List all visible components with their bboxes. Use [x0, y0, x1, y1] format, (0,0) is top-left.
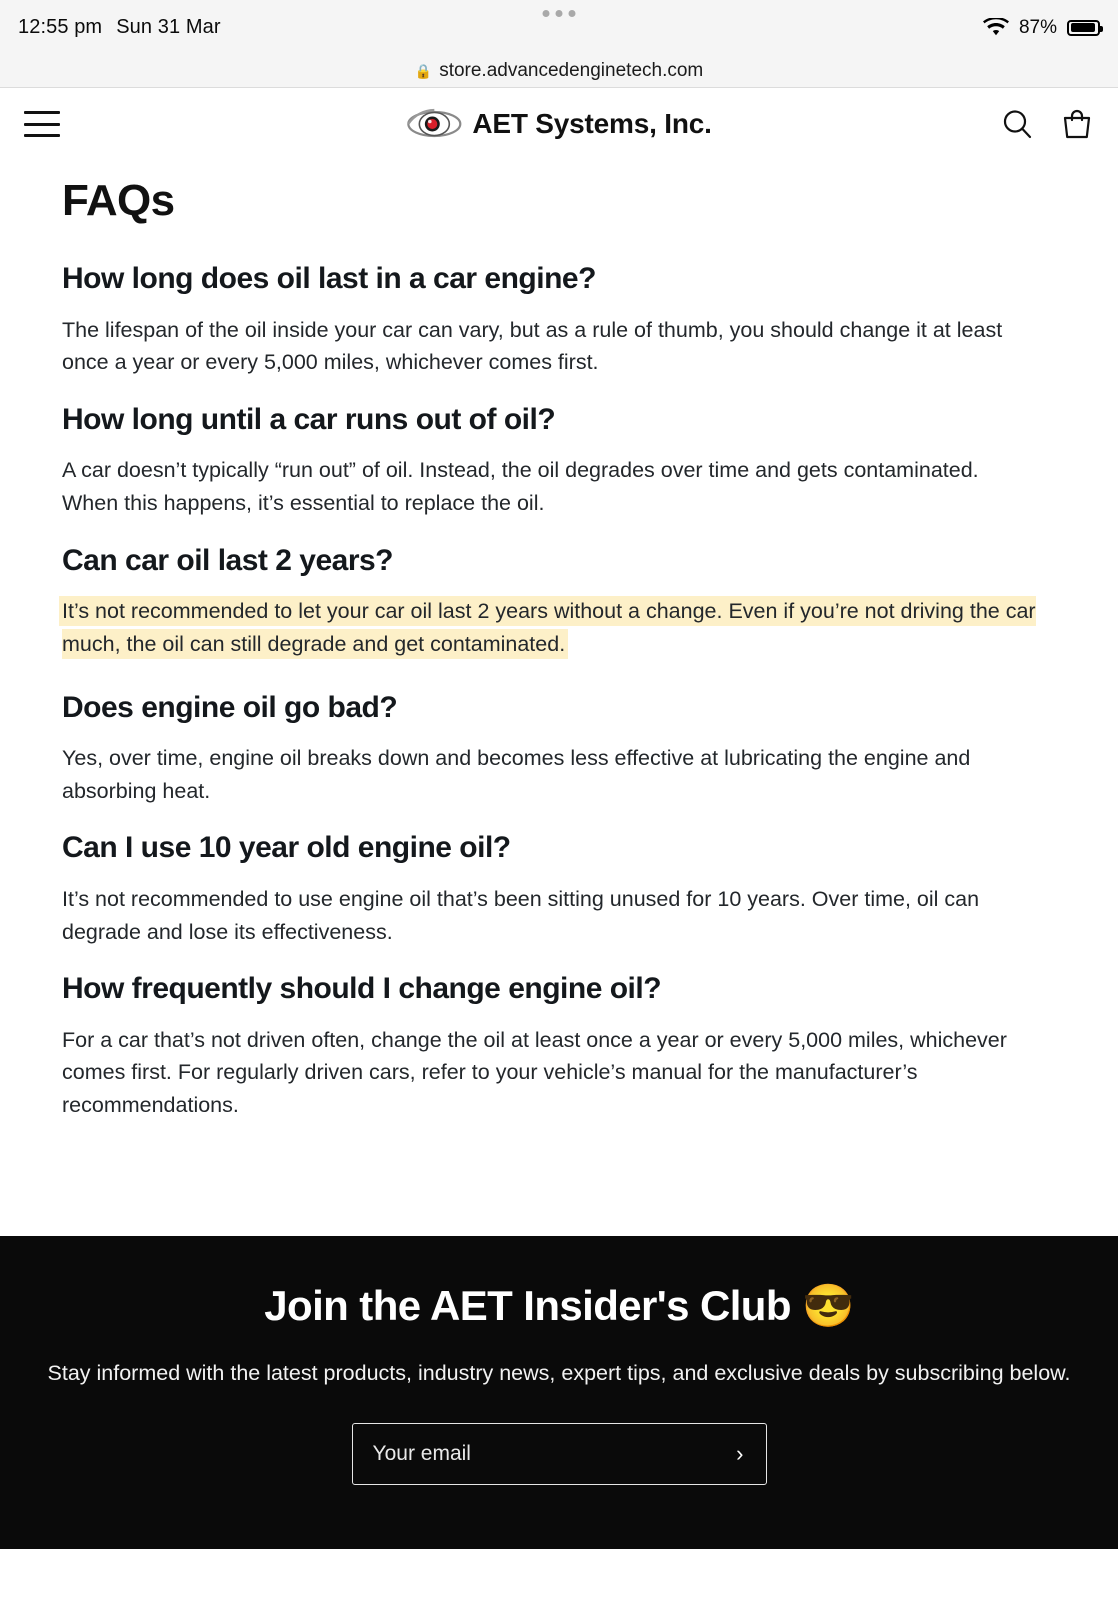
faq-item: [62, 260, 1056, 379]
faq-question: How long does oil last in a car engine?: [62, 262, 596, 295]
email-input[interactable]: [373, 1442, 735, 1466]
url-text: store.advancedenginetech.com: [439, 60, 704, 81]
faq-answer: For a car that’s not driven often, change the oil at least once a year or every 5,000 miles, whichever comes first. For regularly driven cars, refer to your vehicle’s manual for the manufacturer’s recommendations.: [62, 1027, 1007, 1118]
faq-item: [62, 829, 1056, 948]
faq-answer: It’s not recommended to use engine oil that’s been sitting unused for 10 years. Over time, oil can degrade and lose its effectiveness.: [62, 886, 980, 944]
home-indicator: [374, 1584, 744, 1591]
dot: [569, 10, 576, 17]
ios-status-bar: [0, 0, 1118, 55]
faq-answer: A car doesn’t typically “run out” of oil. Instead, the oil degrades over time and gets contaminated. When this happens, it’s essential to replace the oil.: [62, 458, 979, 516]
newsletter-submit-button[interactable]: ›: [736, 1441, 744, 1467]
faq-question: How long until a car runs out of oil?: [62, 402, 556, 436]
faq-answer: Yes, over time, engine oil breaks down and becomes less effective at lubricating the engine and absorbing heat.: [62, 746, 971, 803]
browser-address-bar[interactable]: [0, 55, 1118, 88]
multitask-handle[interactable]: [543, 10, 576, 17]
search-icon[interactable]: [1000, 107, 1034, 141]
wifi-icon: [983, 18, 1009, 37]
shopping-bag-icon[interactable]: [1060, 107, 1094, 141]
newsletter-subtitle: Stay informed with the latest products, industry news, expert tips, and exclusive deals by subscribing below.: [47, 1360, 1071, 1385]
faq-item: [62, 542, 1056, 661]
faq-item: [62, 689, 1056, 808]
brand-logo-link[interactable]: [406, 107, 711, 141]
status-bar-date: Sun 31 Mar: [116, 16, 221, 38]
status-bar-left: [18, 16, 221, 39]
dot: [543, 10, 550, 17]
faq-item: [62, 970, 1056, 1122]
hamburger-menu-icon[interactable]: [24, 111, 60, 137]
faq-question: Can I use 10 year old engine oil?: [62, 831, 511, 865]
newsletter-title: Join the AET Insider's Club 😎: [264, 1281, 854, 1329]
lock-icon: 🔒: [414, 62, 433, 79]
faq-answer: The lifespan of the oil inside your car can vary, but as a rule of thumb, you should change it at least once a year or every 5,000 miles, whichever comes first.: [62, 317, 1003, 375]
faq-answer-highlighted: It’s not recommended to let your car oil last 2 years without a change. Even if you’re not driving the car much, the oil can still degrade and get contaminated.: [62, 599, 1036, 656]
content-spacer: [0, 1144, 1118, 1236]
faq-page-content: [0, 176, 1118, 1122]
dot: [556, 10, 563, 17]
faq-question: Can car oil last 2 years?: [62, 543, 394, 577]
newsletter-section: [0, 1236, 1118, 1549]
page-title: FAQs: [62, 176, 175, 225]
status-bar-time: 12:55 pm: [18, 16, 103, 38]
brand-name: AET Systems, Inc.: [472, 108, 712, 139]
status-bar-right: [983, 17, 1100, 39]
newsletter-form: [352, 1423, 767, 1485]
battery-percent-label: 87%: [1018, 16, 1057, 38]
faq-item: [62, 401, 1056, 520]
battery-icon: [1067, 20, 1100, 36]
aet-eye-logo-icon: [406, 107, 462, 141]
faq-question: How frequently should I change engine oil?: [62, 972, 662, 1006]
site-header: [0, 88, 1118, 160]
faq-question: Does engine oil go bad?: [62, 690, 398, 724]
header-actions: [1000, 107, 1094, 141]
faq-answer-container: [62, 595, 1056, 660]
